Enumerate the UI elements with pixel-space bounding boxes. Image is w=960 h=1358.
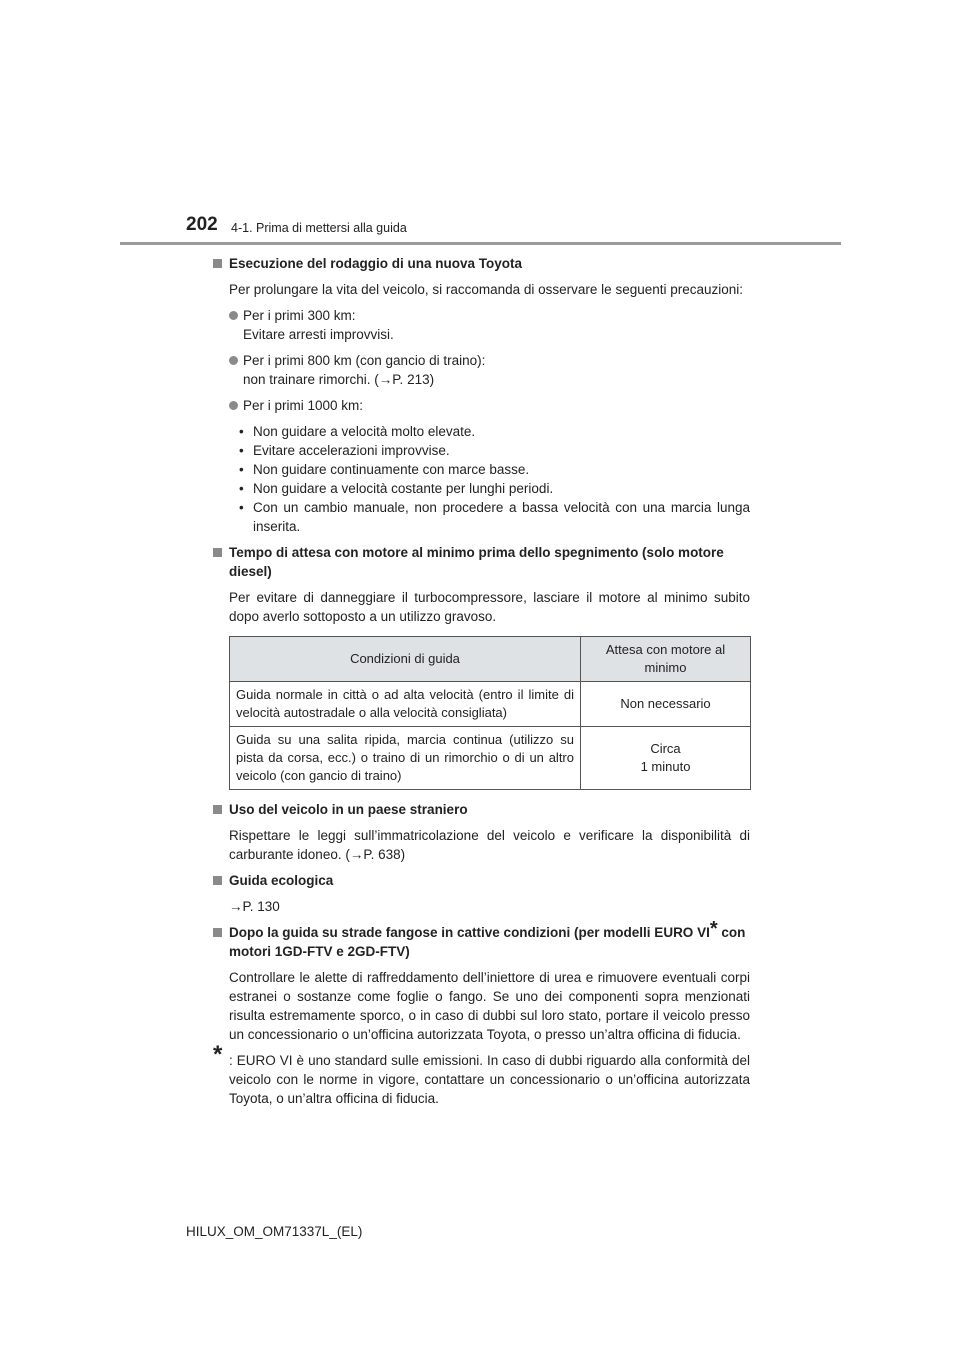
sub-list-item: • Con un cambio manuale, non procedere a bassa velocità con una marcia lunga inserita. [237,498,750,536]
page-reference: →P. 130 [229,899,280,914]
table-cell [581,727,751,790]
page-number: 202 [186,214,218,235]
section-title-fango [212,918,750,961]
footnote-text: : EURO VI è uno standard sulle emissioni. In caso di dubbi riguardo alla conformità del veicolo con le norme in vigore, contattare un concessionario o un’officina autorizzata Toyota, o un’altra officina di fiducia. [229,1053,750,1106]
chapter-title: 4-1. Prima di mettersi alla guida [231,221,407,235]
paragraph: Rispettare le leggi sull’immatricolazione del veicolo e verificare la disponibilità di carburante idoneo. (→P. 638) [229,828,750,862]
paragraph: Per evitare di danneggiare il turbocompressore, lasciare il motore al minimo subito dopo averlo sottoposto a un utilizzo gravoso. [229,590,750,624]
table-header-cell: Attesa con motore al minimo [581,637,751,682]
table-header-cell: Condizioni di guida [230,637,581,682]
model-code: HILUX_OM_OM71337L_(EL) [186,1224,363,1239]
section-title-rodaggio: Esecuzione del rodaggio di una nuova Toyota [212,254,750,273]
table-row [230,682,751,727]
title-text: con motori 1GD-FTV e 2GD-FTV) [229,925,746,959]
paragraph: Per prolungare la vita del veicolo, si raccomanda di osservare le seguenti precauzioni: [229,282,744,297]
cell-line: Circa [650,741,681,756]
paragraph: Controllare le alette di raffreddamento dell’iniettore di urea e rimuovere eventuali corpi estranei o sostanze come foglie o fango. Se uno dei componenti sopra menzionati risulta estremamente sporco, o in caso di dubbi sul loro stato, portare il veicolo presso un concessionario o un’officina autorizzata Toyota, o presso un’altra officina di fiducia. [229,970,750,1042]
table-header-row [230,637,751,682]
bullet-line: non trainare rimorchi. (→P. 213) [243,372,435,387]
table-row [230,727,751,790]
footnote [212,1041,750,1108]
footnote-marker: * [709,918,718,940]
cell-line: 1 minuto [640,759,691,774]
table-cell: Guida su una salita ripida, marcia continua (utilizzo su pista da corsa, ecc.) o traino di un rimorchio o di un altro veicolo (con gancio di traino) [230,727,581,790]
bullet-item [229,396,750,415]
idle-conditions-table [229,636,751,790]
bullet-line: Per i primi 1000 km: [243,398,364,413]
bullet-item [229,351,750,389]
page-content [212,254,750,1108]
sub-list-item: • Evitare accelerazioni improvvise. [237,441,750,460]
sub-list [237,422,750,536]
sub-list-item: • Non guidare a velocità molto elevate. [237,422,750,441]
footnote-star: * [213,1041,223,1068]
section-body-rodaggio [229,280,750,536]
table-cell: Guida normale in città o ad alta velocità (entro il limite di velocità autostradale o alla velocità consigliata) [230,682,581,727]
bullet-line: Per i primi 300 km: [243,308,356,323]
sub-list-item: • Non guidare continuamente con marce basse. [237,460,750,479]
section-title-estero: Uso del veicolo in un paese straniero [212,800,750,819]
bullet-item [229,306,750,344]
title-text: Dopo la guida su strade fangose in cattive condizioni (per modelli EURO VI [229,925,710,940]
section-title-eco: Guida ecologica [212,871,750,890]
table-cell: Non necessario [581,682,751,727]
section-title-attesa: Tempo di attesa con motore al minimo prima dello spegnimento (solo motore diesel) [212,543,750,581]
bullet-line: Per i primi 800 km (con gancio di traino): [243,353,486,368]
bullet-line: Evitare arresti improvvisi. [243,327,394,342]
sub-list-item: • Non guidare a velocità costante per lunghi periodi. [237,479,750,498]
header-rule [120,242,841,245]
